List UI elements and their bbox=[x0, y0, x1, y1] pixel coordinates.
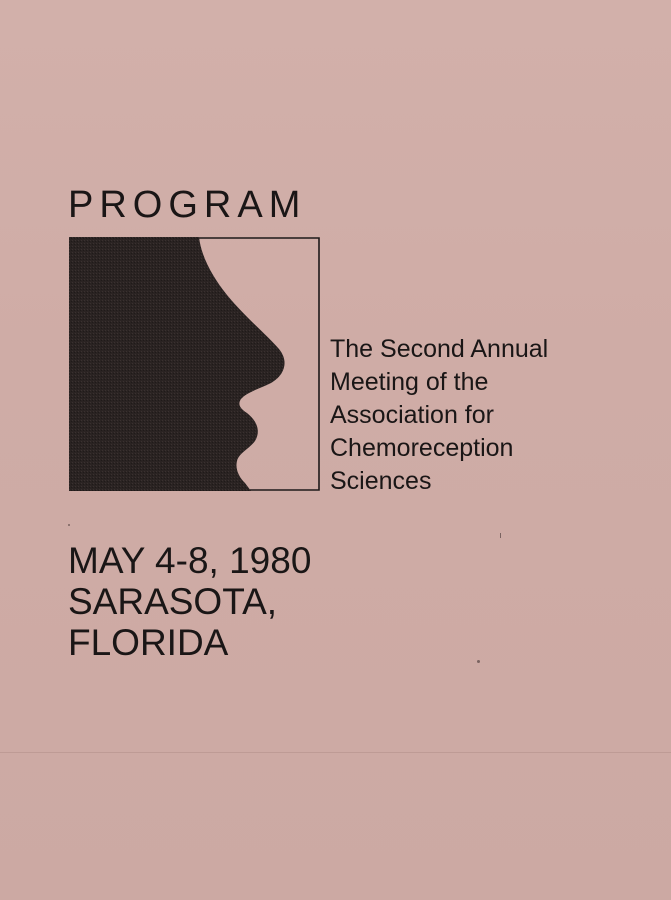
page-crease bbox=[0, 752, 671, 753]
profile-silhouette bbox=[69, 237, 285, 491]
subtitle-line-3: Association for bbox=[330, 401, 494, 429]
subtitle-line-4: Chemoreception bbox=[330, 434, 514, 462]
subtitle-line-1: The Second Annual bbox=[330, 335, 549, 363]
meeting-subtitle bbox=[330, 333, 630, 498]
print-speck bbox=[68, 524, 70, 526]
logo-box bbox=[69, 237, 320, 491]
event-city: SARASOTA, bbox=[68, 581, 278, 622]
event-info bbox=[68, 540, 311, 663]
subtitle-line-5: Sciences bbox=[330, 467, 432, 495]
event-state: FLORIDA bbox=[68, 622, 229, 663]
print-speck bbox=[500, 533, 501, 538]
program-heading: PROGRAM bbox=[68, 184, 307, 226]
event-dates: MAY 4-8, 1980 bbox=[68, 540, 312, 581]
subtitle-line-2: Meeting of the bbox=[330, 368, 489, 396]
nose-silhouette-icon bbox=[69, 237, 320, 491]
print-speck bbox=[477, 660, 480, 663]
